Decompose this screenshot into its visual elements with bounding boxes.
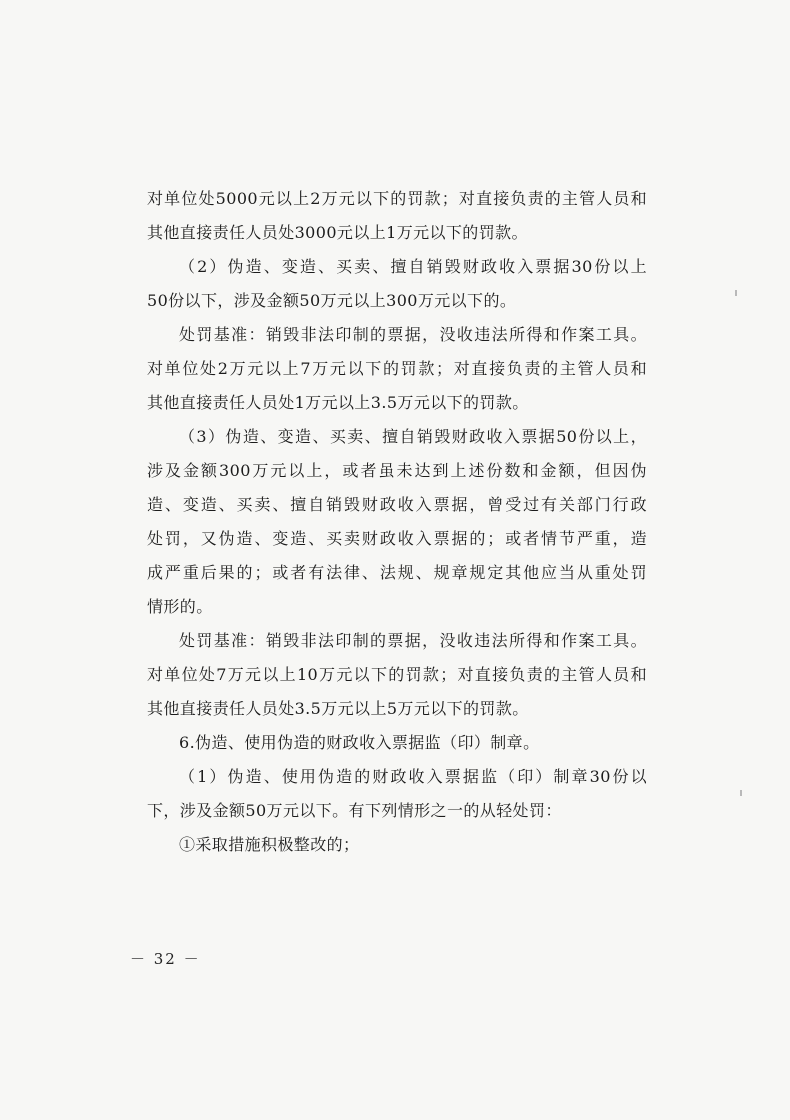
text-line: （1）伪造、使用伪造的财政收入票据监（印）制章30份以 xyxy=(179,767,647,786)
text-line: 情形的。 xyxy=(147,597,213,616)
text-line: 其他直接责任人员处3000元以上1万元以下的罚款。 xyxy=(147,223,528,242)
text-line: 对单位处5000元以上2万元以下的罚款；对直接负责的主管人员和 xyxy=(147,189,647,208)
text-line: 其他直接责任人员处3.5万元以上5万元以下的罚款。 xyxy=(147,699,529,718)
text-line: 50份以下，涉及金额50万元以上300万元以下的。 xyxy=(147,291,517,310)
scan-speck xyxy=(740,790,742,796)
text-line: 成严重后果的；或者有法律、法规、规章规定其他应当从重处罚 xyxy=(147,563,647,582)
text-line: 处罚基准：销毁非法印制的票据，没收违法所得和作案工具。 xyxy=(179,631,647,650)
text-line: 其他直接责任人员处1万元以上3.5万元以下的罚款。 xyxy=(147,393,529,412)
page-number: － 32 － xyxy=(130,950,201,968)
document-body xyxy=(147,182,647,862)
text-line: 处罚基准：销毁非法印制的票据，没收违法所得和作案工具。 xyxy=(179,325,647,344)
text-line: ①采取措施积极整改的； xyxy=(179,835,360,854)
text-line: 涉及金额300万元以上，或者虽未达到上述份数和金额，但因伪 xyxy=(147,461,647,480)
text-line: 造、变造、买卖、擅自销毁财政收入票据，曾受过有关部门行政 xyxy=(147,495,647,514)
scan-speck xyxy=(735,290,737,296)
text-line: 处罚，又伪造、变造、买卖财政收入票据的；或者情节严重，造 xyxy=(147,529,647,548)
section-heading: 6.伪造、使用伪造的财政收入票据监（印）制章。 xyxy=(179,733,540,752)
text-line: 对单位处7万元以上10万元以下的罚款；对直接负责的主管人员和 xyxy=(147,665,647,684)
text-line: （2）伪造、变造、买卖、擅自销毁财政收入票据30份以上 xyxy=(179,257,647,276)
text-line: （3）伪造、变造、买卖、擅自销毁财政收入票据50份以上， xyxy=(179,427,647,446)
text-line: 对单位处2万元以上7万元以下的罚款；对直接负责的主管人员和 xyxy=(147,359,647,378)
text-line: 下，涉及金额50万元以下。有下列情形之一的从轻处罚： xyxy=(147,801,562,820)
